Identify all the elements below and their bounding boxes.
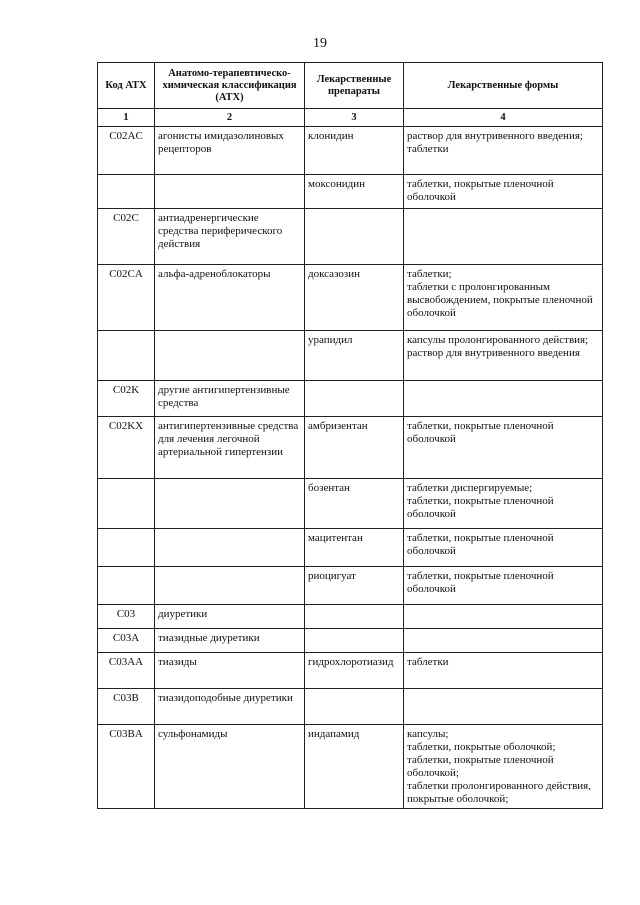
table-header-row: [98, 63, 603, 109]
header-code: Код АТХ: [98, 63, 155, 109]
forms-cell: раствор для внутривенного введения; таблетки: [404, 127, 603, 175]
drug-cell: мацитентан: [305, 529, 404, 567]
classification-cell: другие антигипертензивные средства: [155, 381, 305, 417]
code-cell: C02K: [98, 381, 155, 417]
classification-cell: альфа-адреноблокаторы: [155, 265, 305, 331]
table-row: [98, 725, 603, 809]
drug-cell: [305, 689, 404, 725]
code-cell: C02C: [98, 209, 155, 265]
code-cell: C02KX: [98, 417, 155, 479]
drug-cell: клонидин: [305, 127, 404, 175]
forms-cell: капсулы; таблетки, покрытые оболочкой; таблетки, покрытые пленочной оболочкой; таблетки пролонгированного действия, покрытые оболочкой;: [404, 725, 603, 809]
drug-cell: риоцигуат: [305, 567, 404, 605]
table-row: [98, 629, 603, 653]
drug-cell: урапидил: [305, 331, 404, 381]
table-row: [98, 381, 603, 417]
forms-cell: [404, 689, 603, 725]
table-body: [98, 127, 603, 809]
forms-cell: таблетки: [404, 653, 603, 689]
code-cell: C03BA: [98, 725, 155, 809]
forms-cell: таблетки диспергируемые; таблетки, покрытые пленочной оболочкой: [404, 479, 603, 529]
drug-cell: [305, 209, 404, 265]
table-row: [98, 567, 603, 605]
table-row: [98, 331, 603, 381]
column-number-row: [98, 109, 603, 127]
classification-cell: [155, 331, 305, 381]
drug-cell: [305, 629, 404, 653]
drug-cell: [305, 381, 404, 417]
code-cell: C02AC: [98, 127, 155, 175]
table-row: [98, 209, 603, 265]
drug-cell: гидрохлоротиазид: [305, 653, 404, 689]
code-cell: [98, 175, 155, 209]
forms-cell: таблетки, покрытые пленочной оболочкой: [404, 417, 603, 479]
page-number: 19: [313, 36, 327, 51]
column-number: 4: [404, 109, 603, 127]
classification-cell: [155, 479, 305, 529]
classification-cell: антигипертензивные средства для лечения легочной артериальной гипертензии: [155, 417, 305, 479]
forms-cell: капсулы пролонгированного действия; раствор для внутривенного введения: [404, 331, 603, 381]
classification-cell: антиадренергические средства периферического действия: [155, 209, 305, 265]
code-cell: C03B: [98, 689, 155, 725]
code-cell: [98, 529, 155, 567]
classification-cell: [155, 567, 305, 605]
column-number: 3: [305, 109, 404, 127]
code-cell: [98, 567, 155, 605]
table-row: [98, 265, 603, 331]
code-cell: C02CA: [98, 265, 155, 331]
forms-cell: [404, 629, 603, 653]
classification-cell: тиазидоподобные диуретики: [155, 689, 305, 725]
drug-cell: моксонидин: [305, 175, 404, 209]
table-row: [98, 605, 603, 629]
forms-cell: [404, 209, 603, 265]
code-cell: C03A: [98, 629, 155, 653]
table-row: [98, 175, 603, 209]
classification-cell: сульфонамиды: [155, 725, 305, 809]
forms-cell: таблетки, покрытые пленочной оболочкой: [404, 567, 603, 605]
atx-table: [97, 62, 603, 809]
code-cell: C03: [98, 605, 155, 629]
column-number: 2: [155, 109, 305, 127]
drug-cell: бозентан: [305, 479, 404, 529]
forms-cell: таблетки; таблетки с пролонгированным высвобождением, покрытые пленочной оболочкой: [404, 265, 603, 331]
code-cell: [98, 479, 155, 529]
column-number: 1: [98, 109, 155, 127]
table-row: [98, 529, 603, 567]
drug-cell: доксазозин: [305, 265, 404, 331]
table-row: [98, 653, 603, 689]
code-cell: C03AA: [98, 653, 155, 689]
forms-cell: таблетки, покрытые пленочной оболочкой: [404, 175, 603, 209]
drug-cell: [305, 605, 404, 629]
table-row: [98, 479, 603, 529]
classification-cell: тиазидные диуретики: [155, 629, 305, 653]
forms-cell: [404, 381, 603, 417]
header-classification: Анатомо-терапевтическо-химическая классификация (АТХ): [155, 63, 305, 109]
forms-cell: [404, 605, 603, 629]
classification-cell: тиазиды: [155, 653, 305, 689]
drug-cell: амбризентан: [305, 417, 404, 479]
table-row: [98, 127, 603, 175]
classification-cell: [155, 529, 305, 567]
forms-cell: таблетки, покрытые пленочной оболочкой: [404, 529, 603, 567]
header-drugs: Лекарственные препараты: [305, 63, 404, 109]
header-forms: Лекарственные формы: [404, 63, 603, 109]
classification-cell: агонисты имидазолиновых рецепторов: [155, 127, 305, 175]
classification-cell: диуретики: [155, 605, 305, 629]
table-row: [98, 689, 603, 725]
code-cell: [98, 331, 155, 381]
classification-cell: [155, 175, 305, 209]
table-row: [98, 417, 603, 479]
drug-cell: индапамид: [305, 725, 404, 809]
